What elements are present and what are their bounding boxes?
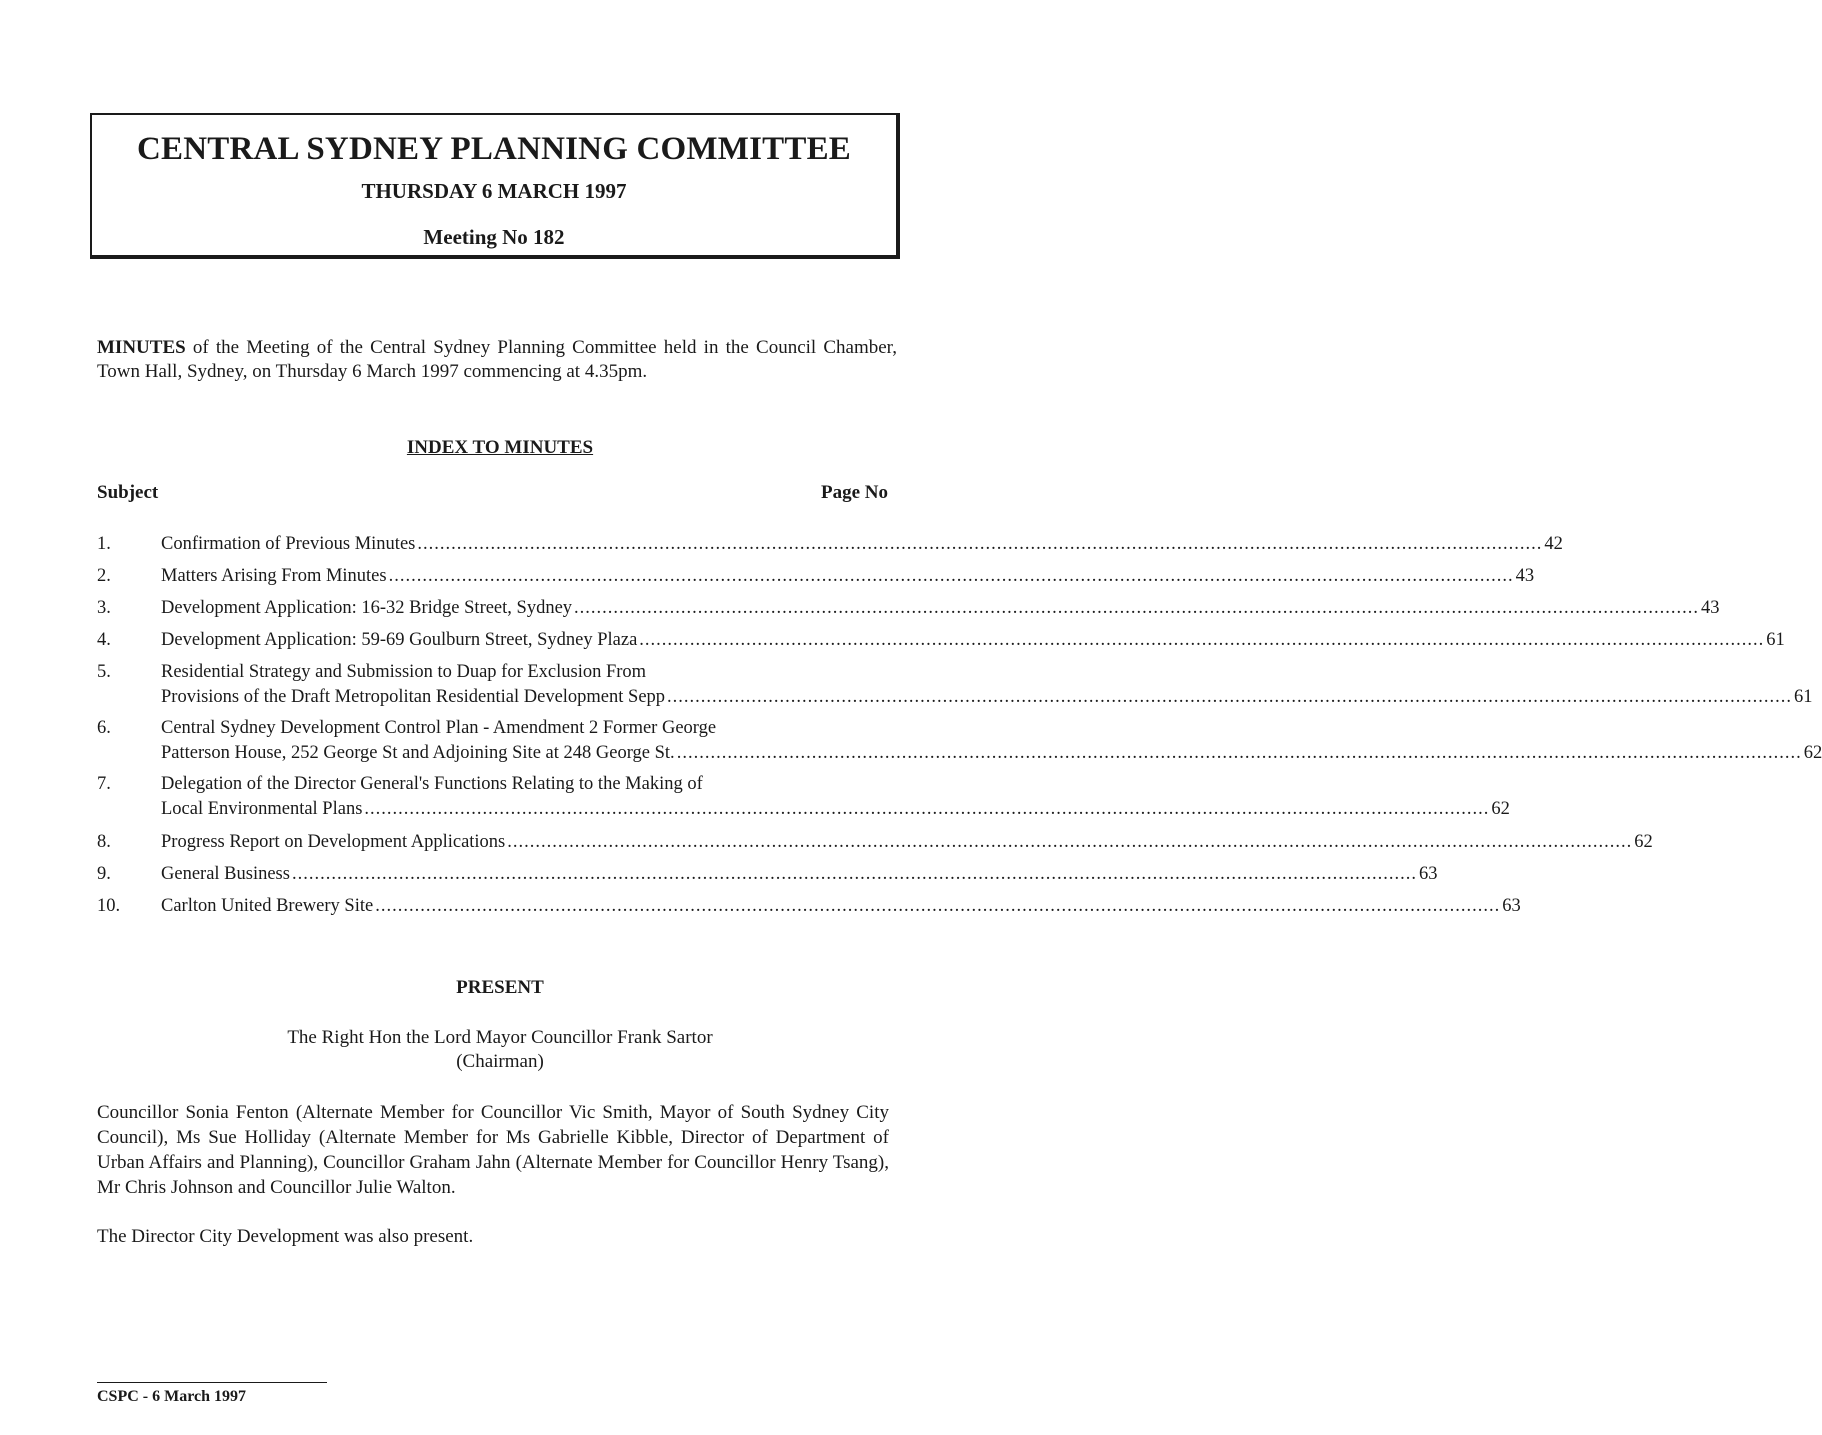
- index-item-page: 43: [1515, 566, 1535, 586]
- dot-leader: ........................................................................................................................................................................................................: [507, 832, 1633, 852]
- index-item: [97, 628, 1785, 653]
- index-item-number: 10.: [97, 896, 121, 916]
- index-item-number: 8.: [97, 832, 111, 852]
- index-item: [97, 532, 1563, 557]
- dot-leader: ........................................................................................................................................................................................................: [417, 534, 1543, 554]
- footer-rule: [97, 1382, 327, 1383]
- index-title: INDEX TO MINUTES: [406, 437, 594, 458]
- index-item-subject: Central Sydney Development Control Plan - Amendment 2 Former George: [161, 718, 717, 738]
- title-box: [90, 113, 900, 259]
- index-item-number: 9.: [97, 864, 111, 884]
- index-item-subject: Matters Arising From Minutes: [161, 566, 387, 586]
- footer-text: CSPC - 6 March 1997: [97, 1388, 247, 1405]
- also-present: The Director City Development was also present.: [97, 1226, 474, 1247]
- index-item: [97, 660, 1813, 710]
- document-title: CENTRAL SYDNEY PLANNING COMMITTEE: [136, 131, 852, 167]
- index-item-page: 63: [1502, 896, 1521, 916]
- page-no-header: Page No: [820, 482, 888, 503]
- index-item-page: 42: [1544, 534, 1563, 554]
- dot-leader: ........................................................................................................................................................................................................: [375, 896, 1501, 916]
- dot-leader: ........................................................................................................................................................................................................: [667, 687, 1793, 707]
- dot-leader: ........................................................................................................................................................................................................: [574, 598, 1700, 618]
- dot-leader: ........................................................................................................................................................................................................: [364, 799, 1490, 819]
- members-paragraph: Councillor Sonia Fenton (Alternate Member for Councillor Vic Smith, Mayor of South Sydney City Council), Ms Sue Holliday (Alternate Member for Ms Gabrielle Kibble, Director of Department of Urban Affairs and Planning), Councillor Graham Jahn (Alternate Member for Councillor Henry Tsang), Mr Chris Johnson and Councillor Julie Walton.: [97, 1102, 889, 1198]
- index-item-page: 62: [1491, 799, 1510, 819]
- index-item-number: 6.: [97, 718, 111, 738]
- index-item: [97, 862, 1438, 887]
- index-item-subject: Provisions of the Draft Metropolitan Residential Development Sepp: [161, 687, 666, 707]
- index-item-number: 3.: [97, 598, 111, 618]
- index-item: [97, 830, 1653, 855]
- dot-leader: ........................................................................................................................................................................................................: [291, 864, 1417, 884]
- index-item-number: 7.: [97, 774, 111, 794]
- index-item-number: 2.: [97, 566, 111, 586]
- meeting-number: Meeting No 182: [423, 225, 565, 249]
- index-item-number: 4.: [97, 630, 111, 650]
- dot-leader: ........................................................................................................................................................................................................: [676, 743, 1802, 763]
- index-item-page: 61: [1794, 687, 1813, 707]
- index-item-subject: Development Application: 16-32 Bridge Street, Sydney: [161, 598, 573, 618]
- index-item: [97, 596, 1720, 621]
- present-title: PRESENT: [456, 977, 544, 998]
- chairman-block: [0, 1026, 1000, 1074]
- chairman-role: (Chairman): [456, 1051, 544, 1072]
- index-item-subject: Progress Report on Development Applications: [161, 832, 506, 852]
- chairman-name: The Right Hon the Lord Mayor Councillor Frank Sartor: [287, 1027, 713, 1048]
- index-item-subject: Confirmation of Previous Minutes: [161, 534, 416, 554]
- intro-paragraph: [97, 336, 897, 384]
- intro-text: of the Meeting of the Central Sydney Planning Committee held in the Council Chamber, Town Hall, Sydney, on Thursday 6 March 1997 commencing at 4.35pm.: [97, 337, 897, 382]
- index-item: [97, 894, 1521, 919]
- index-item: [97, 772, 1510, 822]
- index-item-page: 62: [1634, 832, 1653, 852]
- index-item-subject: Delegation of the Director General's Functions Relating to the Making of: [161, 774, 703, 794]
- index-item-page: 43: [1701, 598, 1720, 618]
- subject-header: Subject: [97, 482, 159, 503]
- index-item-subject: Patterson House, 252 George St and Adjoining Site at 248 George St.: [161, 743, 675, 763]
- index-item: [97, 716, 1822, 766]
- index-item-page: 63: [1418, 864, 1438, 884]
- index-item-number: 1.: [97, 534, 111, 554]
- index-item-page: 62: [1803, 743, 1822, 763]
- dot-leader: ........................................................................................................................................................................................................: [639, 630, 1765, 650]
- dot-leader: ........................................................................................................................................................................................................: [388, 566, 1514, 586]
- index-item: [97, 564, 1535, 589]
- index-item-subject: General Business: [161, 864, 290, 884]
- index-item-subject: Carlton United Brewery Site: [161, 896, 374, 916]
- meeting-date: THURSDAY 6 MARCH 1997: [361, 179, 627, 203]
- index-item-subject: Residential Strategy and Submission to Duap for Exclusion From: [161, 662, 647, 682]
- index-item-number: 5.: [97, 662, 111, 682]
- intro-lead: MINUTES: [97, 337, 186, 358]
- index-item-subject: Development Application: 59-69 Goulburn Street, Sydney Plaza: [161, 630, 638, 650]
- index-item-subject: Local Environmental Plans: [161, 799, 363, 819]
- index-item-page: 61: [1766, 630, 1785, 650]
